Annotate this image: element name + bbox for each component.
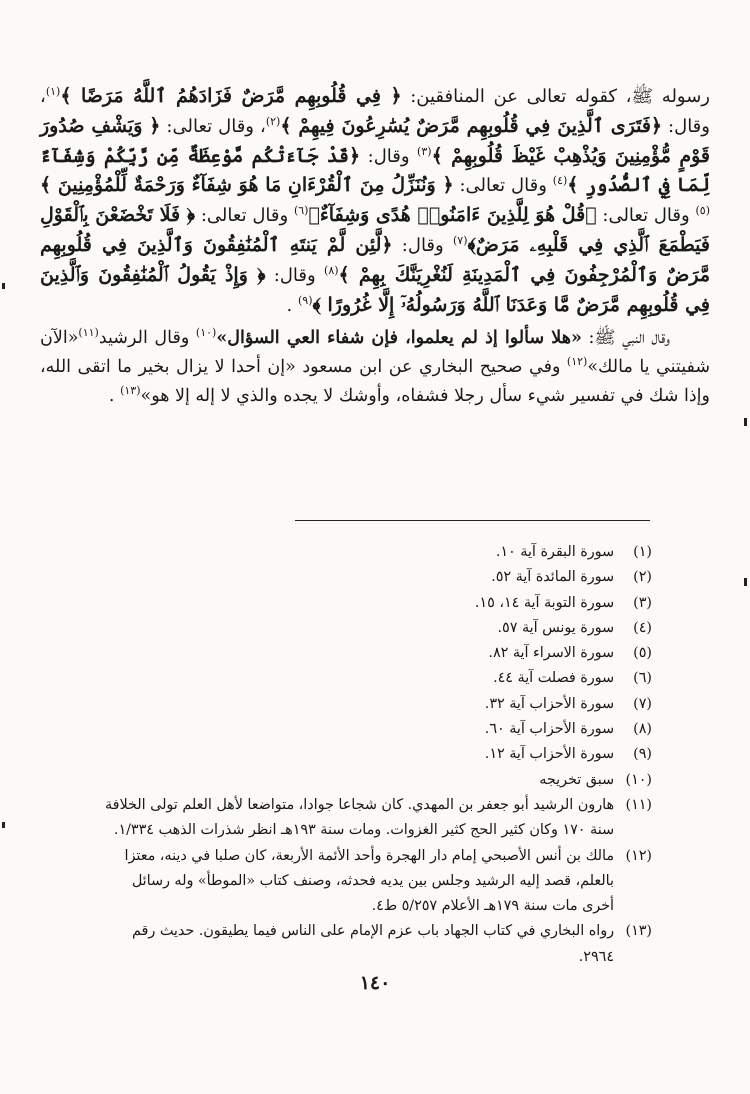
footnote-number: (٢) — [633, 569, 652, 586]
footnote-item — [100, 616, 652, 641]
footnote-text: سورة الأحزاب آية ١٢. — [484, 746, 614, 763]
footnote-ref[interactable]: (١٠) — [195, 326, 217, 340]
footnote-item — [100, 641, 652, 666]
quran-verse: ﴿ فِي قُلُوبِهِم مَّرَضٌ فَزَادَهُمُ ٱللَّهُ مَرَضًا ﴾ — [60, 85, 402, 107]
footnote-number: (٧) — [633, 695, 652, 712]
footnote-ref[interactable]: (١١) — [78, 326, 99, 340]
footnote-text: سبق تخريجه — [539, 771, 614, 788]
scan-mark — [744, 418, 747, 426]
footnote-ref[interactable]: (٧) — [452, 233, 468, 247]
quran-verse: ﴿ وَنُنَزِّلُ مِنَ ٱلْقُرْءَانِ مَا هُوَ شِفَآءٌ وَرَحْمَةٌ لِّلْمُؤْمِنِينَ ﴾ — [40, 174, 454, 197]
text-segment: ، وقال تعالى: — [160, 115, 266, 137]
footnote-ref[interactable]: (١) — [45, 85, 61, 98]
footnote-number: (٥) — [633, 645, 652, 662]
footnote-item — [100, 565, 652, 590]
footnote-text: رواه البخاري في كتاب الجهاد باب عزم الإمام على الناس فيما يطيقون. حديث رقم ٢٩٦٤. — [132, 923, 614, 965]
footnote-item — [100, 666, 652, 691]
text-segment: وقال: — [265, 264, 325, 286]
quran-verse: ﴿ فَلَا تَخْضَعْنَ بِٱلْقَوْلِ فَيَطْمَعَ ٱلَّذِي فِي قَلْبِهِۦ مَرَضٌ﴾ — [40, 204, 710, 256]
footnote-number: (٣) — [633, 594, 652, 611]
footnote-number: (١٢) — [625, 847, 652, 864]
footnote-ref[interactable]: (٣) — [417, 144, 432, 158]
quran-verse: ﴿ وَيَشْفِ صُدُورَ قَوْمٍ مُّؤْمِنِينَ وَيُذْهِبْ غَيْظَ قُلُوبِهِمْ ﴾ — [40, 114, 710, 167]
text-segment: وفي صحيح البخاري عن ابن مسعود «إن أحدا لا يزال بخير ما اتقى الله، وإذا شك في تفسير شيء سأل رجلا فشفاه، وأوشك لا يجده والذي لا إله إلا هو» — [40, 357, 710, 407]
scan-mark — [2, 283, 5, 289]
footnote-ref[interactable]: (٥) — [695, 204, 710, 218]
footnote-item — [100, 742, 652, 767]
footnote-number: (١) — [633, 544, 652, 560]
footnote-text: مالك بن أنس الأصبحي إمام دار الهجرة وأحد الأئمة الأربعة، كان صلبا في دينه، معتزا بالعلم، قصد إليه الرشيد وجلس بين يديه فحدثه، وصنف كتاب «الموطأ» وله رسائل أخرى مات سنة ١٧٩هـ الأعلام ٥/٢٥٧ ط٤. — [124, 847, 614, 915]
footnote-ref[interactable]: (٤) — [552, 174, 568, 188]
text-segment: وقال: — [392, 234, 453, 256]
quran-verse: ﴿قَدْ جَآءَتْكُم مَّوْعِظَةٌ مِّن رَّبِّكُمْ وَشِفَآءٌ لِّمَا فِي ٱلصُّدُورِ ﴾ — [40, 144, 710, 197]
footnote-text: هارون الرشيد أبو جعفر بن المهدي. كان شجاعا جوادا، متواضعا لأهل العلم تولى الخلافة سنة ١٧٠ وكان كثير الحج كثير الغزوات. ومات سنة ١٩٣هـ انظر شذرات الذهب ١/٣٣٤. — [105, 796, 614, 839]
text-segment: وقال تعالى: — [453, 175, 553, 197]
text-segment: وقال تعالى: — [596, 205, 696, 227]
footnote-number: (١١) — [625, 796, 652, 813]
text-segment: رسوله ﷺ، كقوله تعالى عن المنافقين: — [401, 86, 710, 107]
footnote-text: سورة يونس آية ٥٧. — [497, 619, 614, 636]
footnote-text: سورة فصلت آية ٤٤. — [493, 670, 614, 687]
footnote-item — [100, 919, 652, 970]
footnote-item — [100, 768, 652, 793]
quran-verse: ﴿لَّئِن لَّمْ يَنتَهِ ٱلْمُنَٰفِقُونَ وَٱلَّذِينَ فِي قُلُوبِهِم مَّرَضٌ وَٱلْمُرْجِفُونَ فِي ٱلْمَدِينَةِ لَنُغْرِيَنَّكَ بِهِمْ ﴾ — [40, 233, 711, 286]
main-paragraph — [40, 82, 710, 320]
page-body — [40, 82, 710, 411]
footnote-number: (٦) — [633, 670, 652, 687]
footnote-item — [100, 793, 652, 844]
footnote-item — [100, 692, 652, 717]
scan-mark — [744, 578, 747, 586]
footnote-number: (١٣) — [625, 923, 652, 940]
footnote-number: (٤) — [633, 619, 652, 636]
footnote-item — [100, 717, 652, 742]
footnote-number: (١٠) — [625, 771, 652, 788]
footnote-item — [100, 591, 652, 616]
footnote-number: (٩) — [633, 746, 652, 763]
footnote-ref[interactable]: (١٢) — [566, 355, 588, 369]
text-segment: وقال النبي ﷺ: — [581, 328, 670, 349]
footnote-ref[interactable]: (١٣) — [120, 384, 141, 398]
quran-verse: ﴿ وَإِذْ يَقُولُ ٱلْمُنَٰفِقُونَ وَٱلَّذِينَ فِي قُلُوبِهِم مَّرَضٌ مَّا وَعَدَنَا ٱللَّهُ وَرَسُولُهُۥٓ إِلَّا غُرُورًا ﴾ — [40, 263, 710, 316]
hadith-quote: «هلا سألوا إذ لم يعلموا، فإن شفاء العي السؤال» — [216, 328, 582, 349]
footnote-text: سورة الأحزاب آية ٣٢. — [484, 695, 614, 712]
footnote-ref[interactable]: (٦) — [293, 204, 309, 218]
footnote-divider — [295, 520, 650, 521]
footnote-ref[interactable]: (٢) — [265, 114, 281, 128]
footnote-text: سورة الأحزاب آية ٦٠. — [484, 721, 614, 738]
footnote-text: سورة الاسراء آية ٨٢. — [488, 645, 614, 662]
footnotes-list — [100, 540, 652, 970]
text-segment: وقال: — [360, 145, 418, 167]
footnote-text: سورة التوبة آية ١٤، ١٥. — [474, 594, 614, 611]
hadith-paragraph — [40, 324, 710, 411]
footnote-item — [100, 844, 652, 920]
text-segment: . — [108, 386, 121, 407]
quran-verse: ﴿فَتَرَى ٱلَّذِينَ فِي قُلُوبِهِم مَّرَضٌ يُسَٰرِعُونَ فِيهِمْ ﴾ — [280, 114, 663, 137]
text-segment: وقال الرشيد — [98, 328, 196, 349]
text-segment: . — [286, 294, 298, 316]
footnote-ref[interactable]: (٨) — [324, 263, 339, 277]
footnote-ref[interactable]: (٩) — [297, 293, 313, 307]
text-segment: ، وقال: — [40, 86, 710, 137]
scan-mark — [2, 822, 5, 828]
text-segment: «الآن شفيتني يا مالك» — [40, 328, 710, 378]
footnote-number: (٨) — [633, 721, 652, 738]
footnote-item — [100, 540, 652, 565]
page-number: ١٤٠ — [359, 972, 391, 994]
quran-verse: ﴿قُلْ هُوَ لِلَّذِينَ ءَامَنُوا۟ هُدًى وَشِفَآءٌ﴾ — [308, 204, 597, 227]
footnote-text: سورة البقرة آية ١٠. — [495, 544, 614, 560]
footnote-text: سورة المائدة آية ٥٢. — [491, 569, 614, 586]
text-segment: وقال تعالى: — [195, 205, 294, 227]
